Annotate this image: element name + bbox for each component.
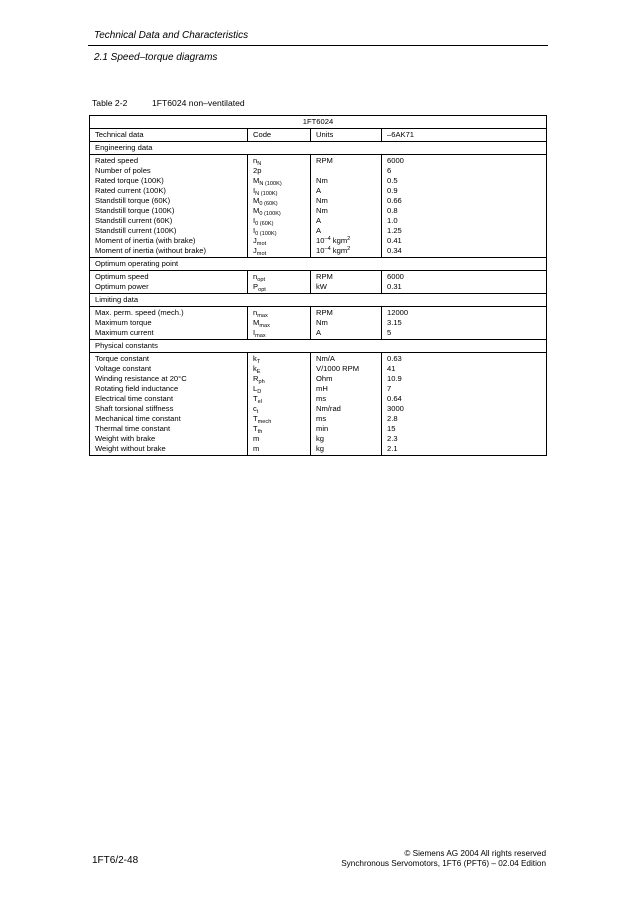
code-subscript: mot bbox=[256, 241, 267, 247]
parameter-code bbox=[253, 186, 305, 196]
parameter-name: Voltage constant bbox=[95, 364, 152, 373]
code-subscript: t bbox=[256, 409, 259, 415]
parameter-value: 0.63 bbox=[387, 354, 402, 363]
page-number: 1FT6/2-48 bbox=[92, 855, 139, 866]
code-symbol: c bbox=[253, 404, 257, 413]
unit-text: mH bbox=[316, 384, 328, 393]
parameter-unit bbox=[316, 424, 376, 434]
code-symbol: M bbox=[253, 206, 260, 215]
parameter-code bbox=[253, 384, 305, 394]
parameter-value: 10.9 bbox=[387, 374, 402, 383]
parameter-name: Standstill current (60K) bbox=[95, 216, 173, 225]
unit-exponent: –4 bbox=[324, 236, 331, 242]
parameter-unit bbox=[316, 354, 376, 364]
parameter-value: 0.31 bbox=[387, 282, 402, 291]
column-header-order-number: –6AK71 bbox=[382, 129, 547, 142]
group-data-row bbox=[90, 155, 547, 258]
code-subscript: N bbox=[257, 161, 262, 167]
parameter-units-cell bbox=[311, 307, 382, 340]
unit-text: RPM bbox=[316, 156, 333, 165]
group-title: Limiting data bbox=[90, 294, 547, 307]
unit-text: 10 bbox=[316, 246, 325, 255]
code-symbol: I bbox=[253, 226, 256, 235]
code-subscript: E bbox=[256, 369, 261, 375]
unit-text: ms bbox=[316, 394, 327, 403]
parameter-unit bbox=[316, 394, 376, 404]
code-symbol: M bbox=[253, 176, 260, 185]
motor-type-cell: 1FT6024 bbox=[90, 116, 547, 129]
code-subscript: 0 (100K) bbox=[259, 211, 281, 217]
copyright-notice: © Siemens AG 2004 All rights reserved bbox=[404, 849, 546, 858]
code-symbol: k bbox=[253, 354, 257, 363]
table-header-row bbox=[90, 129, 547, 142]
parameter-code bbox=[253, 206, 305, 216]
parameter-value: 15 bbox=[387, 424, 396, 433]
parameter-code bbox=[253, 374, 305, 384]
column-header-technical-data: Technical data bbox=[90, 129, 248, 142]
parameter-name: Rated torque (100K) bbox=[95, 176, 164, 185]
parameter-unit bbox=[316, 236, 376, 246]
parameter-names-cell bbox=[90, 155, 248, 258]
unit-text: Nm bbox=[316, 318, 328, 327]
group-title: Optimum operating point bbox=[90, 258, 547, 271]
unit-text: V/1000 RPM bbox=[316, 364, 360, 373]
unit-tail: kgm bbox=[330, 246, 348, 255]
unit-text: Nm/A bbox=[316, 354, 335, 363]
parameter-value: 0.34 bbox=[387, 246, 402, 255]
parameter-codes-cell bbox=[248, 353, 311, 456]
unit-text: kg bbox=[316, 434, 325, 443]
unit-square: 2 bbox=[347, 246, 351, 252]
code-symbol: n bbox=[253, 272, 258, 281]
technical-data-table bbox=[89, 115, 547, 456]
code-symbol: I bbox=[253, 216, 256, 225]
parameter-name: Moment of inertia (with brake) bbox=[95, 236, 196, 245]
unit-text: min bbox=[316, 424, 329, 433]
code-symbol: T bbox=[253, 414, 258, 423]
parameter-values-cell bbox=[382, 353, 547, 456]
code-subscript: 0 (60K) bbox=[255, 221, 274, 227]
parameter-code bbox=[253, 424, 305, 434]
code-subscript: th bbox=[257, 429, 263, 435]
code-symbol: T bbox=[253, 394, 258, 403]
parameter-code bbox=[253, 166, 305, 176]
parameter-value: 0.9 bbox=[387, 186, 398, 195]
parameter-value: 2.1 bbox=[387, 444, 398, 453]
parameter-unit bbox=[316, 282, 376, 292]
parameter-value: 0.8 bbox=[387, 206, 398, 215]
parameter-name: Maximum current bbox=[95, 328, 154, 337]
code-symbol: I bbox=[253, 186, 256, 195]
parameter-name: Number of poles bbox=[95, 166, 151, 175]
parameter-code bbox=[253, 156, 305, 166]
parameter-value: 7 bbox=[387, 384, 392, 393]
parameter-codes-cell bbox=[248, 271, 311, 294]
table-motor-row bbox=[90, 116, 547, 129]
parameter-names-cell bbox=[90, 353, 248, 456]
parameter-code bbox=[253, 308, 305, 318]
parameter-name: Weight without brake bbox=[95, 444, 166, 453]
parameter-name: Weight with brake bbox=[95, 434, 156, 443]
parameter-code bbox=[253, 196, 305, 206]
parameter-value: 0.64 bbox=[387, 394, 402, 403]
unit-text: Ohm bbox=[316, 374, 333, 383]
code-subscript: mot bbox=[256, 251, 267, 257]
unit-text: Nm bbox=[316, 176, 328, 185]
code-subscript: 0 (60K) bbox=[259, 201, 278, 207]
group-title: Engineering data bbox=[90, 142, 547, 155]
code-symbol: n bbox=[253, 308, 258, 317]
parameter-names-cell bbox=[90, 307, 248, 340]
code-symbol: n bbox=[253, 156, 258, 165]
parameter-name: Moment of inertia (without brake) bbox=[95, 246, 206, 255]
parameter-name: Rated current (100K) bbox=[95, 186, 166, 195]
parameter-unit bbox=[316, 216, 376, 226]
parameter-names-cell bbox=[90, 271, 248, 294]
parameter-code bbox=[253, 414, 305, 424]
parameter-code bbox=[253, 394, 305, 404]
code-subscript: N (100K) bbox=[255, 191, 278, 197]
parameter-value: 1.25 bbox=[387, 226, 402, 235]
parameter-unit bbox=[316, 328, 376, 338]
parameter-name: Rated speed bbox=[95, 156, 139, 165]
code-subscript: opt bbox=[258, 287, 266, 293]
group-title-row bbox=[90, 258, 547, 271]
code-symbol: M bbox=[253, 196, 260, 205]
section-title: 2.1 Speed–torque diagrams bbox=[94, 52, 218, 63]
code-symbol: M bbox=[253, 318, 260, 327]
code-symbol: L bbox=[253, 384, 258, 393]
group-title-row bbox=[90, 142, 547, 155]
code-subscript: T bbox=[256, 359, 261, 365]
parameter-name: Standstill torque (60K) bbox=[95, 196, 171, 205]
parameter-value: 12000 bbox=[387, 308, 409, 317]
unit-text: kW bbox=[316, 282, 327, 291]
parameter-unit bbox=[316, 444, 376, 454]
code-subscript: 0 (100K) bbox=[255, 231, 277, 237]
code-symbol: R bbox=[253, 374, 259, 383]
unit-text: kg bbox=[316, 444, 325, 453]
group-title-row bbox=[90, 340, 547, 353]
parameter-code bbox=[253, 434, 305, 444]
parameter-value: 6000 bbox=[387, 156, 404, 165]
parameter-name: Electrical time constant bbox=[95, 394, 174, 403]
code-subscript: el bbox=[257, 399, 262, 405]
parameter-name: Thermal time constant bbox=[95, 424, 171, 433]
parameter-name: Rotating field inductance bbox=[95, 384, 179, 393]
parameter-units-cell bbox=[311, 353, 382, 456]
unit-tail: kgm bbox=[330, 236, 348, 245]
parameter-units-cell bbox=[311, 271, 382, 294]
parameter-unit bbox=[316, 226, 376, 236]
code-symbol: T bbox=[253, 424, 258, 433]
unit-text: RPM bbox=[316, 308, 333, 317]
parameter-name: Mechanical time constant bbox=[95, 414, 181, 423]
parameter-unit bbox=[316, 166, 376, 176]
parameter-value: 0.5 bbox=[387, 176, 398, 185]
unit-text: Nm/rad bbox=[316, 404, 341, 413]
parameter-value: 5 bbox=[387, 328, 392, 337]
table-caption-title: 1FT6024 non–ventilated bbox=[152, 98, 245, 108]
code-subscript: mech bbox=[257, 419, 272, 425]
code-subscript: max bbox=[259, 323, 270, 329]
parameter-unit bbox=[316, 434, 376, 444]
parameter-codes-cell bbox=[248, 155, 311, 258]
code-subscript: D bbox=[257, 389, 262, 395]
parameter-value: 3.15 bbox=[387, 318, 402, 327]
parameter-value: 3000 bbox=[387, 404, 404, 413]
parameter-code bbox=[253, 318, 305, 328]
parameter-unit bbox=[316, 196, 376, 206]
column-header-units: Units bbox=[311, 129, 382, 142]
parameter-name: Standstill torque (100K) bbox=[95, 206, 175, 215]
parameter-code bbox=[253, 364, 305, 374]
parameter-unit bbox=[316, 404, 376, 414]
code-subscript: ph bbox=[258, 379, 265, 385]
code-symbol: J bbox=[253, 246, 257, 255]
group-data-row bbox=[90, 307, 547, 340]
parameter-value: 2.3 bbox=[387, 434, 398, 443]
parameter-unit bbox=[316, 318, 376, 328]
parameter-value: 6 bbox=[387, 166, 392, 175]
code-symbol: P bbox=[253, 282, 259, 291]
code-symbol: J bbox=[253, 236, 257, 245]
parameter-unit bbox=[316, 176, 376, 186]
parameter-values-cell bbox=[382, 155, 547, 258]
parameter-code bbox=[253, 246, 305, 256]
parameter-unit bbox=[316, 414, 376, 424]
running-title: Technical Data and Characteristics bbox=[94, 30, 249, 41]
unit-text: Nm bbox=[316, 206, 328, 215]
unit-text: A bbox=[316, 328, 322, 337]
parameter-value: 6000 bbox=[387, 272, 404, 281]
unit-text: A bbox=[316, 226, 322, 235]
code-symbol: I bbox=[253, 328, 256, 337]
parameter-values-cell bbox=[382, 307, 547, 340]
group-data-row bbox=[90, 271, 547, 294]
parameter-unit bbox=[316, 308, 376, 318]
parameter-name: Shaft torsional stiffness bbox=[95, 404, 174, 413]
parameter-value: 0.41 bbox=[387, 236, 402, 245]
parameter-unit bbox=[316, 206, 376, 216]
parameter-code bbox=[253, 444, 305, 454]
group-data-row bbox=[90, 353, 547, 456]
parameter-unit bbox=[316, 156, 376, 166]
group-title: Physical constants bbox=[90, 340, 547, 353]
parameter-name: Torque constant bbox=[95, 354, 150, 363]
unit-text: ms bbox=[316, 414, 327, 423]
parameter-unit bbox=[316, 384, 376, 394]
parameter-unit bbox=[316, 246, 376, 256]
table-caption-number: Table 2-2 bbox=[92, 98, 128, 108]
code-symbol: 2p bbox=[253, 166, 262, 175]
parameter-code bbox=[253, 226, 305, 236]
parameter-code bbox=[253, 216, 305, 226]
group-title-row bbox=[90, 294, 547, 307]
parameter-unit bbox=[316, 186, 376, 196]
parameter-values-cell bbox=[382, 271, 547, 294]
header-rule bbox=[88, 45, 548, 46]
parameter-name: Maximum torque bbox=[95, 318, 152, 327]
unit-text: Nm bbox=[316, 196, 328, 205]
unit-text: 10 bbox=[316, 236, 325, 245]
parameter-name: Optimum power bbox=[95, 282, 149, 291]
parameter-codes-cell bbox=[248, 307, 311, 340]
parameter-code bbox=[253, 176, 305, 186]
parameter-unit bbox=[316, 272, 376, 282]
unit-text: RPM bbox=[316, 272, 333, 281]
parameter-code bbox=[253, 404, 305, 414]
code-subscript: max bbox=[255, 333, 266, 339]
parameter-units-cell bbox=[311, 155, 382, 258]
parameter-unit bbox=[316, 374, 376, 384]
parameter-name: Standstill current (100K) bbox=[95, 226, 177, 235]
code-subscript: max bbox=[257, 313, 268, 319]
parameter-unit bbox=[316, 364, 376, 374]
parameter-value: 0.66 bbox=[387, 196, 402, 205]
parameter-name: Optimum speed bbox=[95, 272, 149, 281]
parameter-code bbox=[253, 236, 305, 246]
code-symbol: m bbox=[253, 434, 260, 443]
code-symbol: k bbox=[253, 364, 257, 373]
parameter-code bbox=[253, 328, 305, 338]
parameter-code bbox=[253, 354, 305, 364]
parameter-code bbox=[253, 282, 305, 292]
table-caption bbox=[92, 98, 245, 108]
parameter-name: Winding resistance at 20°C bbox=[95, 374, 187, 383]
unit-exponent: –4 bbox=[324, 246, 331, 252]
parameter-value: 41 bbox=[387, 364, 396, 373]
column-header-code: Code bbox=[248, 129, 311, 142]
parameter-name: Max. perm. speed (mech.) bbox=[95, 308, 184, 317]
unit-text: A bbox=[316, 216, 322, 225]
parameter-code bbox=[253, 272, 305, 282]
edition-note: Synchronous Servomotors, 1FT6 (PFT6) – 02.04 Edition bbox=[341, 859, 546, 868]
code-subscript: opt bbox=[257, 277, 266, 283]
code-symbol: m bbox=[253, 444, 260, 453]
code-subscript: N (100K) bbox=[259, 181, 282, 187]
unit-text: A bbox=[316, 186, 322, 195]
parameter-value: 2.8 bbox=[387, 414, 398, 423]
unit-square: 2 bbox=[347, 236, 351, 242]
parameter-value: 1.0 bbox=[387, 216, 398, 225]
